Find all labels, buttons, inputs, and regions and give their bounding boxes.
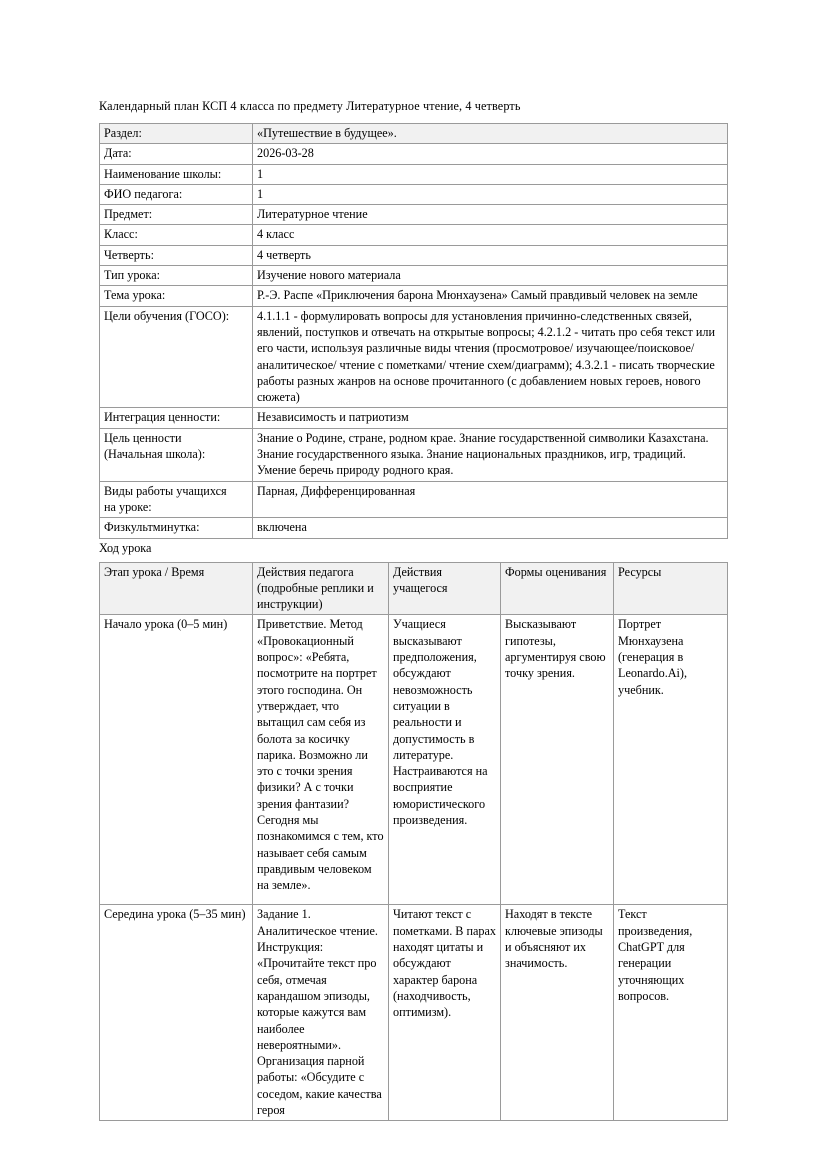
info-label-value-goal-line2: (Начальная школа):: [104, 447, 206, 462]
table-row: [100, 408, 728, 428]
info-label-value-goal: [100, 428, 253, 481]
info-label-work-types: [100, 481, 253, 518]
flow-student-lesson-middle: Читают текст с пометками. В парах находят цитаты и обсуждают характер барона (находчивость, оптимизм).: [389, 905, 501, 1121]
table-row: [100, 164, 728, 184]
info-value-value-integration: Независимость и патриотизм: [253, 408, 728, 428]
flow-stage-lesson-middle: Середина урока (5–35 мин): [100, 905, 253, 1121]
flow-resources-lesson-middle: Текст произведения, ChatGPT для генерации уточняющих вопросов.: [614, 905, 728, 1121]
info-label-work-types-line1: Виды работы учащихся: [104, 483, 227, 498]
flow-student-lesson-start: Учащиеся высказывают предположения, обсуждают невозможность ситуации в реальности и допустимость в литературе. Настраиваются на восприятие юмористического произведения.: [389, 615, 501, 905]
table-row: [100, 905, 728, 1121]
info-label-teacher: ФИО педагога:: [100, 184, 253, 204]
info-label-class: Класс:: [100, 225, 253, 245]
table-row: [100, 518, 728, 538]
info-value-learning-objectives: 4.1.1.1 - формулировать вопросы для установления причинно-следственных связей, явлений, поступков и отвечать на открытые вопросы; 4.2.1.2 - читать про себя текст или его части, используя различные виды чтения (просмотровое/ изучающее/поисковое/ аналитическое/ чтение с пометками/ чтение схем/диаграмм); 4.3.2.1 - писать творческие работы разных жанров на основе прочитанного (с добавлением новых героев, нового сюжета): [253, 306, 728, 408]
lesson-flow-table: [99, 562, 728, 1122]
info-label-subject: Предмет:: [100, 205, 253, 225]
table-row: [100, 481, 728, 518]
info-label-razdel: Раздел:: [100, 124, 253, 144]
info-value-physical-minute: включена: [253, 518, 728, 538]
info-label-data: Дата:: [100, 144, 253, 164]
table-header-row: [100, 562, 728, 615]
info-label-quarter: Четверть:: [100, 245, 253, 265]
table-row: [100, 428, 728, 481]
info-label-physical-minute: Физкультминутка:: [100, 518, 253, 538]
table-row: [100, 615, 728, 905]
flow-assessment-lesson-start: Высказывают гипотезы, аргументируя свою точку зрения.: [501, 615, 614, 905]
info-value-work-types: [253, 481, 728, 518]
lesson-info-table-body: [100, 124, 728, 539]
flow-assessment-lesson-middle: Находят в тексте ключевые эпизоды и объясняют их значимость.: [501, 905, 614, 1121]
info-label-value-goal-line1: Цель ценности: [104, 430, 182, 445]
info-value-lesson-type: Изучение нового материала: [253, 266, 728, 286]
info-value-value-goal: Знание о Родине, стране, родном крае. Знание государственной символики Казахстана. Знание государственного языка. Знание национальных праздников, игр, традиций. Умение беречь природу родного края.: [253, 428, 728, 481]
info-value-data: 2026-03-28: [253, 144, 728, 164]
flow-teacher-lesson-middle: Задание 1. Аналитическое чтение. Инструкция: «Прочитайте текст про себя, отмечая карандашом эпизоды, которые кажутся вам наиболее невероятными». Организация парной работы: «Обсудите с соседом, какие качества героя: [253, 905, 389, 1121]
info-value-razdel: «Путешествие в будущее».: [253, 124, 728, 144]
column-header-stage: Этап урока / Время: [100, 562, 253, 615]
table-row: [100, 184, 728, 204]
info-label-value-integration: Интеграция ценности:: [100, 408, 253, 428]
info-label-work-types-line2: на уроке:: [104, 499, 152, 514]
info-label-learning-objectives: Цели обучения (ГОСО):: [100, 306, 253, 408]
flow-stage-lesson-start: Начало урока (0–5 мин): [100, 615, 253, 905]
lesson-flow-table-head: [100, 562, 728, 615]
table-row: [100, 124, 728, 144]
table-row: [100, 205, 728, 225]
info-label-lesson-type: Тип урока:: [100, 266, 253, 286]
info-value-lesson-topic: Р.-Э. Распе «Приключения барона Мюнхаузена» Самый правдивый человек на земле: [253, 286, 728, 306]
lesson-flow-table-body: [100, 615, 728, 1121]
column-header-resources: Ресурсы: [614, 562, 728, 615]
table-row: [100, 266, 728, 286]
flow-resources-lesson-start: Портрет Мюнхаузена (генерация в Leonardo.Ai), учебник.: [614, 615, 728, 905]
table-row: [100, 225, 728, 245]
info-value-school: 1: [253, 164, 728, 184]
page-title: Календарный план КСП 4 класса по предмету Литературное чтение, 4 четверть: [99, 99, 521, 113]
table-row: [100, 286, 728, 306]
column-header-student-actions: Действия учащегося: [389, 562, 501, 615]
info-value-class: 4 класс: [253, 225, 728, 245]
info-value-work-types-text: Парная, Дифференцированная: [257, 483, 416, 498]
section-caption-lesson-flow: Ход урока: [99, 540, 152, 555]
info-value-subject: Литературное чтение: [253, 205, 728, 225]
spacer-line: [257, 499, 723, 515]
column-header-teacher-actions: Действия педагога (подробные реплики и инструкции): [253, 562, 389, 615]
table-row: [100, 245, 728, 265]
table-row: [100, 306, 728, 408]
info-label-school: Наименование школы:: [100, 164, 253, 184]
info-value-teacher: 1: [253, 184, 728, 204]
flow-teacher-lesson-start: Приветствие. Метод «Провокационный вопрос»: «Ребята, посмотрите на портрет этого господина. Он утверждает, что вытащил сам себя из болота за косичку парика. Возможно ли это с точки зрения физики? А с точки зрения фантазии? Сегодня мы познакомимся с тем, кто называет себя самым правдивым человеком на земле».: [253, 615, 389, 905]
info-value-quarter: 4 четверть: [253, 245, 728, 265]
info-label-lesson-topic: Тема урока:: [100, 286, 253, 306]
column-header-assessment-forms: Формы оценивания: [501, 562, 614, 615]
table-row: [100, 144, 728, 164]
lesson-info-table: [99, 123, 728, 539]
